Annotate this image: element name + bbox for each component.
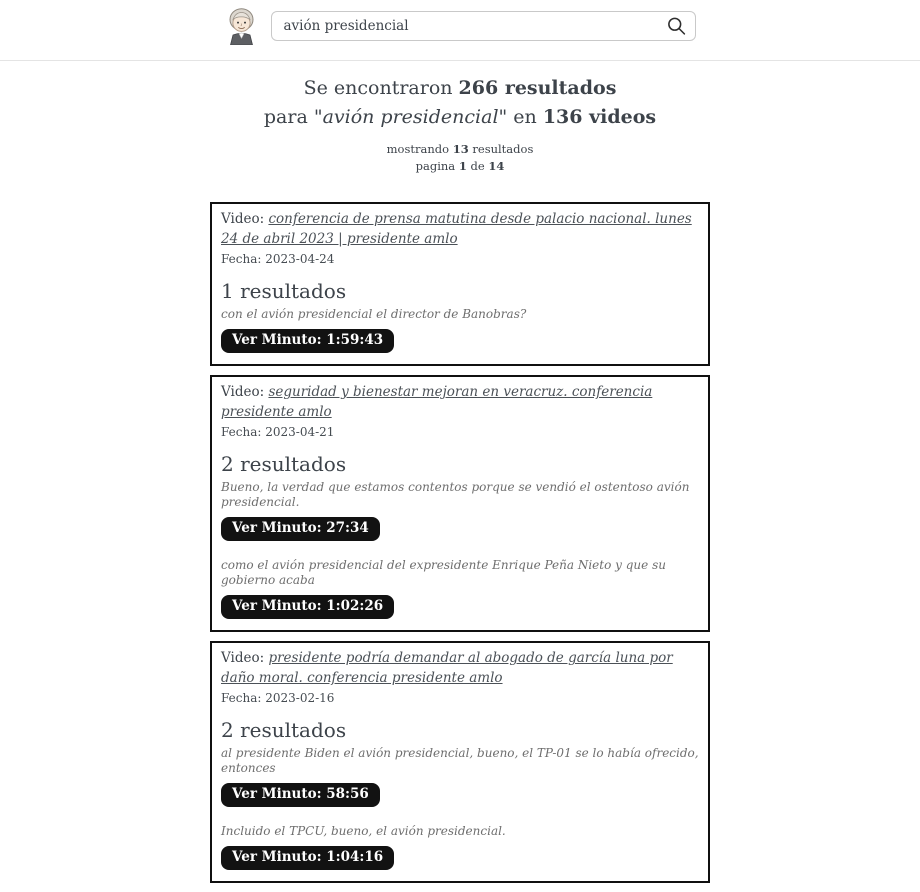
- result-count: 1 resultados: [221, 279, 347, 304]
- summary-total-results: 266 resultados: [458, 77, 617, 99]
- result-card: [210, 375, 710, 632]
- fecha-value: 2023-04-24: [265, 252, 335, 267]
- fecha-label: Fecha:: [221, 252, 266, 267]
- fecha-line: [221, 690, 699, 706]
- video-title-link[interactable]: conferencia de prensa matutina desde palacio nacional. lunes 24 de abril 2023 | presidente amlo: [221, 211, 692, 248]
- video-title-link[interactable]: seguridad y bienestar mejoran en veracruz. conferencia presidente amlo: [221, 384, 653, 421]
- page-prefix: pagina: [415, 158, 459, 173]
- summary-line2-prefix: para: [263, 106, 314, 128]
- showing-prefix: mostrando: [386, 142, 453, 156]
- main-content: [0, 74, 920, 883]
- fecha-line: [221, 424, 699, 440]
- video-line: [221, 382, 699, 422]
- video-label: Video:: [221, 384, 269, 401]
- results-summary: [0, 74, 920, 132]
- page-mid: de: [466, 158, 489, 173]
- summary-total-videos: 136 videos: [542, 106, 657, 128]
- summary-line2-mid: en: [507, 106, 543, 128]
- match: [221, 746, 699, 809]
- page-current: 1: [458, 158, 467, 173]
- result-count: 2 resultados: [221, 452, 347, 477]
- match: [221, 558, 699, 621]
- header: [0, 0, 920, 61]
- showing-suffix: resultados: [468, 142, 534, 156]
- match-snippet: Bueno, la verdad que estamos contentos porque se vendió el ostentoso avión presidencial.: [221, 480, 690, 510]
- summary-line1-prefix: Se encontraron: [303, 77, 459, 99]
- match-snippet: Incluido el TPCU, bueno, el avión presidencial.: [221, 824, 506, 839]
- match: [221, 307, 699, 355]
- summary-query: "avión presidencial": [313, 106, 508, 128]
- video-label: Video:: [221, 650, 269, 667]
- video-title-link[interactable]: presidente podría demandar al abogado de garcía luna por daño moral. conferencia presidente amlo: [221, 650, 673, 687]
- match: [221, 824, 699, 872]
- amlo-logo-icon[interactable]: [225, 7, 258, 45]
- fecha-value: 2023-04-21: [265, 425, 335, 440]
- search-icon[interactable]: [666, 16, 687, 37]
- fecha-label: Fecha:: [221, 691, 266, 706]
- search-input[interactable]: [271, 11, 696, 41]
- fecha-label: Fecha:: [221, 425, 266, 440]
- ver-minuto-button[interactable]: Ver Minuto: 58:56: [221, 783, 380, 807]
- page-total: 14: [488, 158, 505, 173]
- result-card: [210, 641, 710, 883]
- match: [221, 480, 699, 543]
- ver-minuto-button[interactable]: Ver Minuto: 1:59:43: [221, 329, 394, 353]
- results-list: [210, 202, 710, 883]
- showing-count: 13: [452, 142, 469, 156]
- match-snippet: como el avión presidencial del expresidente Enrique Peña Nieto y que su gobierno acaba: [221, 558, 666, 588]
- ver-minuto-button[interactable]: Ver Minuto: 1:04:16: [221, 846, 394, 870]
- pagination-meta: [0, 141, 920, 174]
- match-snippet: con el avión presidencial el director de Banobras?: [221, 307, 527, 322]
- ver-minuto-button[interactable]: Ver Minuto: 1:02:26: [221, 595, 394, 619]
- video-line: [221, 648, 699, 688]
- ver-minuto-button[interactable]: Ver Minuto: 27:34: [221, 517, 380, 541]
- search-bar: [271, 11, 696, 41]
- fecha-line: [221, 251, 699, 267]
- video-label: Video:: [221, 211, 269, 228]
- result-card: [210, 202, 710, 366]
- video-line: [221, 209, 699, 249]
- match-snippet: al presidente Biden el avión presidencial, bueno, el TP-01 se lo había ofrecido, entonces: [221, 746, 699, 776]
- result-count: 2 resultados: [221, 718, 347, 743]
- fecha-value: 2023-02-16: [265, 691, 335, 706]
